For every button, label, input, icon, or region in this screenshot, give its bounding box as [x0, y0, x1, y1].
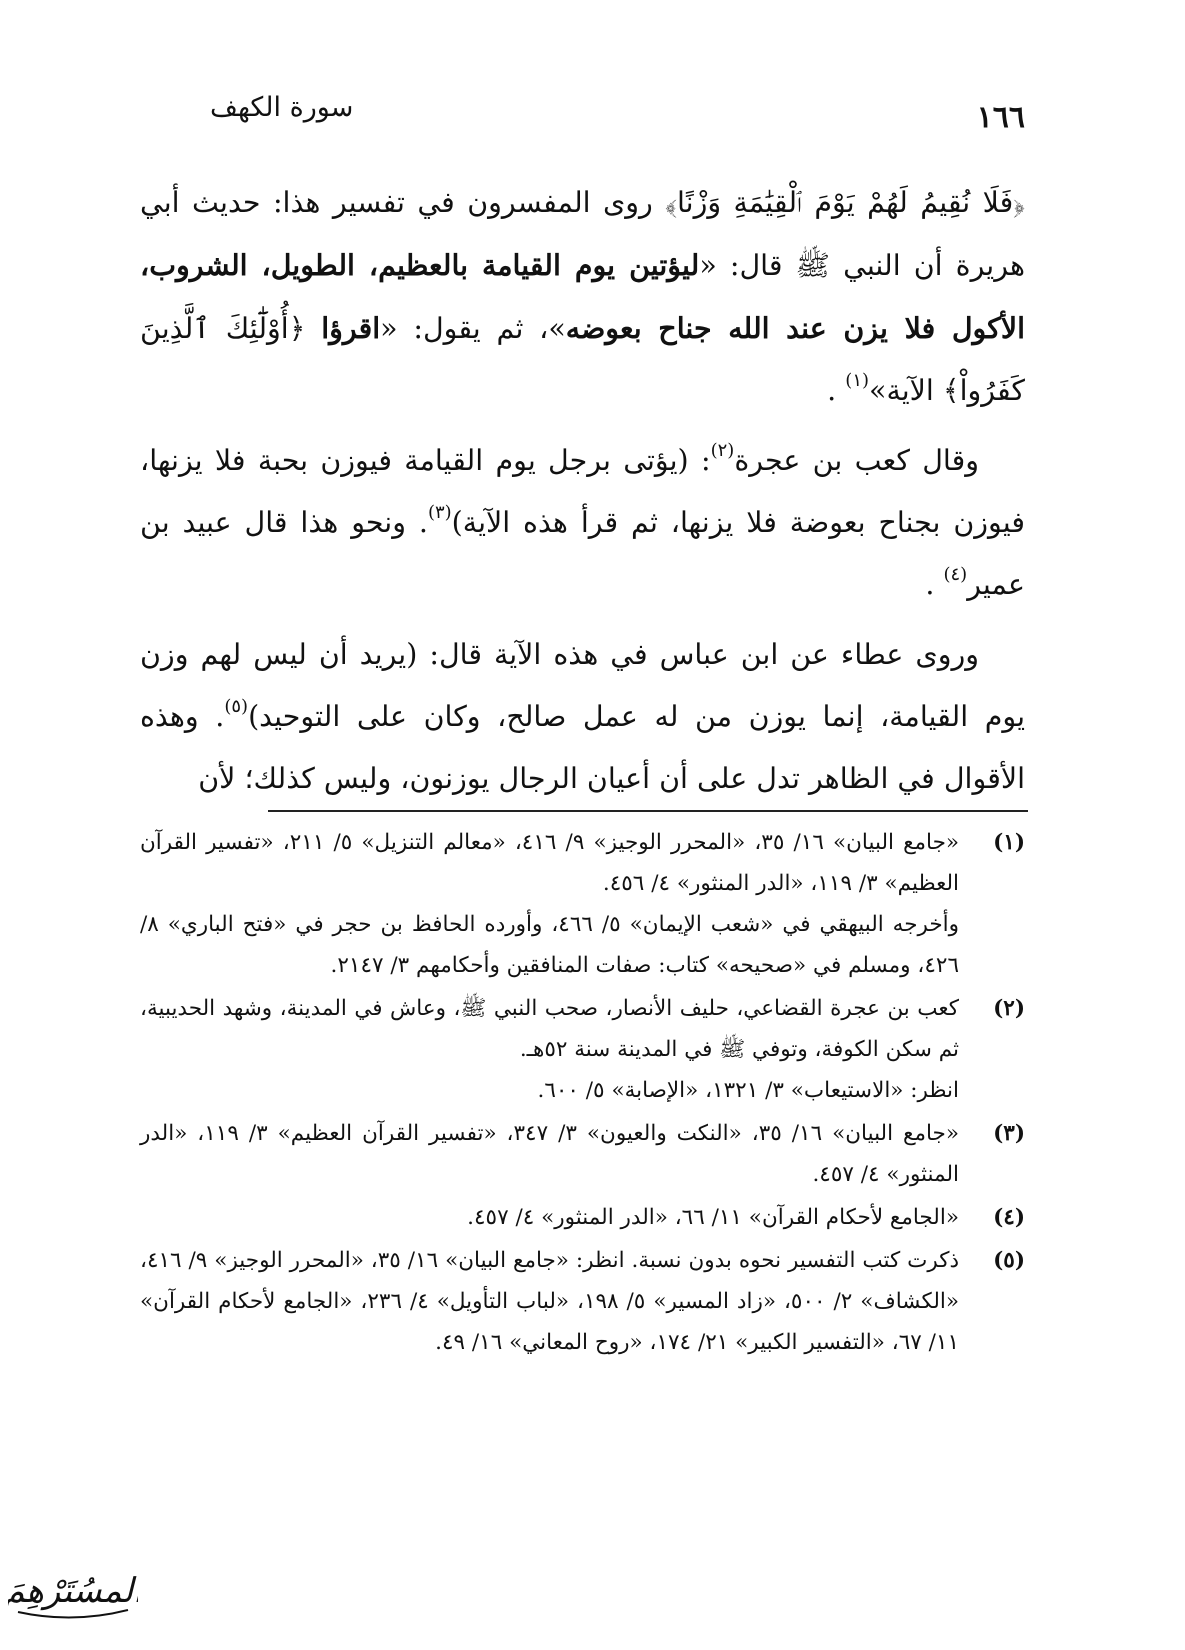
text: »، ثم يقول: «	[380, 312, 566, 345]
footnotes	[140, 822, 1025, 1365]
footnote-number: (٤)	[993, 1205, 1025, 1230]
footnote-text: وأخرجه البيهقي في «شعب الإيمان» ٥/ ٤٦٦، وأورده الحافظ بن حجر في «فتح الباري» ٨/ ٤٢٦، ومسلم في «صحيحه» كتاب: صفات المنافقين وأحكامهم ٣/ ٢١٤٧.	[140, 912, 959, 978]
footnote-number: (٢)	[993, 996, 1025, 1021]
footnote-2	[140, 988, 1025, 1111]
text: .	[827, 374, 846, 407]
logo-text: المسُتَرْهِمَ	[8, 1571, 138, 1611]
footnote-text: كعب بن عجرة القضاعي، حليف الأنصار، صحب النبي ﷺ، وعاش في المدينة، وشهد الحديبية، ثم سكن الكوفة، وتوفي ﷺ في المدينة سنة ٥٢هـ.	[140, 996, 959, 1062]
paragraph-3	[140, 624, 1025, 810]
page-header	[140, 92, 1025, 142]
hadith-text: اقرؤا	[321, 311, 381, 345]
text: .	[925, 568, 944, 601]
text: : (يؤتى برجل يوم القيامة فيوزن بحبة فلا يزنها، فيوزن بجناح بعوضة فلا يزنها، ثم قرأ هذه الآية)	[140, 444, 1025, 539]
quran-verse: ﴿أُوْلَٰٓئِكَ ٱلَّذِينَ كَفَرُواْ﴾	[140, 312, 1025, 407]
footnote-text: «جامع البيان» ١٦/ ٣٥، «النكت والعيون» ٣/ ٣٤٧، «تفسير القرآن العظيم» ٣/ ١١٩، «الدر المنثور» ٤/ ٤٥٧.	[140, 1121, 959, 1187]
footnote-number: (٣)	[993, 1121, 1025, 1146]
footnote-divider	[268, 810, 1028, 812]
main-text	[140, 172, 1025, 818]
footnote-4	[140, 1197, 1025, 1238]
text: وقال كعب بن عجرة	[734, 444, 979, 477]
footnote-5	[140, 1240, 1025, 1363]
text: . ونحو هذا قال عبيد بن عمير	[140, 506, 1025, 601]
footnote-ref[interactable]: (٢)	[710, 440, 735, 461]
text: وروى عطاء عن ابن عباس في هذه الآية قال: (يريد أن ليس لهم وزن يوم القيامة، إنما يوزن من له عمل صالح، وكان على التوحيد)	[140, 638, 1026, 733]
footnote-text: «الجامع لأحكام القرآن» ١١/ ٦٦، «الدر المنثور» ٤/ ٤٥٧.	[467, 1205, 959, 1230]
paragraph-1	[140, 172, 1025, 422]
footnote-text: «جامع البيان» ١٦/ ٣٥، «المحرر الوجيز» ٩/ ٤١٦، «معالم التنزيل» ٥/ ٢١١، «تفسير القرآن العظيم» ٣/ ١١٩، «الدر المنثور» ٤/ ٤٥٦.	[140, 830, 960, 896]
publisher-logo	[8, 1550, 138, 1630]
footnote-ref[interactable]: (١)	[845, 370, 870, 391]
page-number: ١٦٦	[976, 100, 1025, 135]
footnote-number: (٥)	[993, 1248, 1025, 1273]
text: روى المفسرون في تفسير هذا: حديث أبي هريرة أن النبي ﷺ قال: «	[140, 186, 1025, 282]
footnote-1	[140, 822, 1025, 986]
text: الآية»	[869, 374, 943, 407]
footnote-ref[interactable]: (٣)	[427, 502, 452, 523]
hadith-text: ليؤتين يوم القيامة بالعظيم، الطويل، الشروب، الأكول فلا يزن عند الله جناح بعوضه	[140, 248, 1026, 345]
surah-title: سورة الكهف	[210, 92, 354, 123]
text: . وهذه الأقوال في الظاهر تدل على أن أعيان الرجال يوزنون، وليس كذلك؛ لأن	[140, 700, 1025, 795]
footnote-ref[interactable]: (٥)	[224, 696, 249, 717]
footnote-text: انظر: «الاستيعاب» ٣/ ١٣٢١، «الإصابة» ٥/ ٦٠٠.	[537, 1078, 959, 1103]
quran-verse: ﴿فَلَا نُقِيمُ لَهُمْ يَوْمَ ٱلْقِيَٰمَةِ وَزْنًا﴾	[665, 186, 1025, 219]
footnote-number: (١)	[993, 830, 1025, 855]
paragraph-2	[140, 430, 1025, 616]
publisher-logo-icon	[8, 1550, 138, 1630]
footnote-3	[140, 1113, 1025, 1195]
footnote-text: ذكرت كتب التفسير نحوه بدون نسبة. انظر: «جامع البيان» ١٦/ ٣٥، «المحرر الوجيز» ٩/ ٤١٦، «الكشاف» ٢/ ٥٠٠، «زاد المسير» ٥/ ١٩٨، «لباب التأويل» ٤/ ٢٣٦، «الجامع لأحكام القرآن» ١١/ ٦٧، «التفسير الكبير» ٢١/ ١٧٤، «روح المعاني» ١٦/ ٤٩.	[140, 1248, 960, 1355]
footnote-ref[interactable]: (٤)	[943, 564, 968, 585]
